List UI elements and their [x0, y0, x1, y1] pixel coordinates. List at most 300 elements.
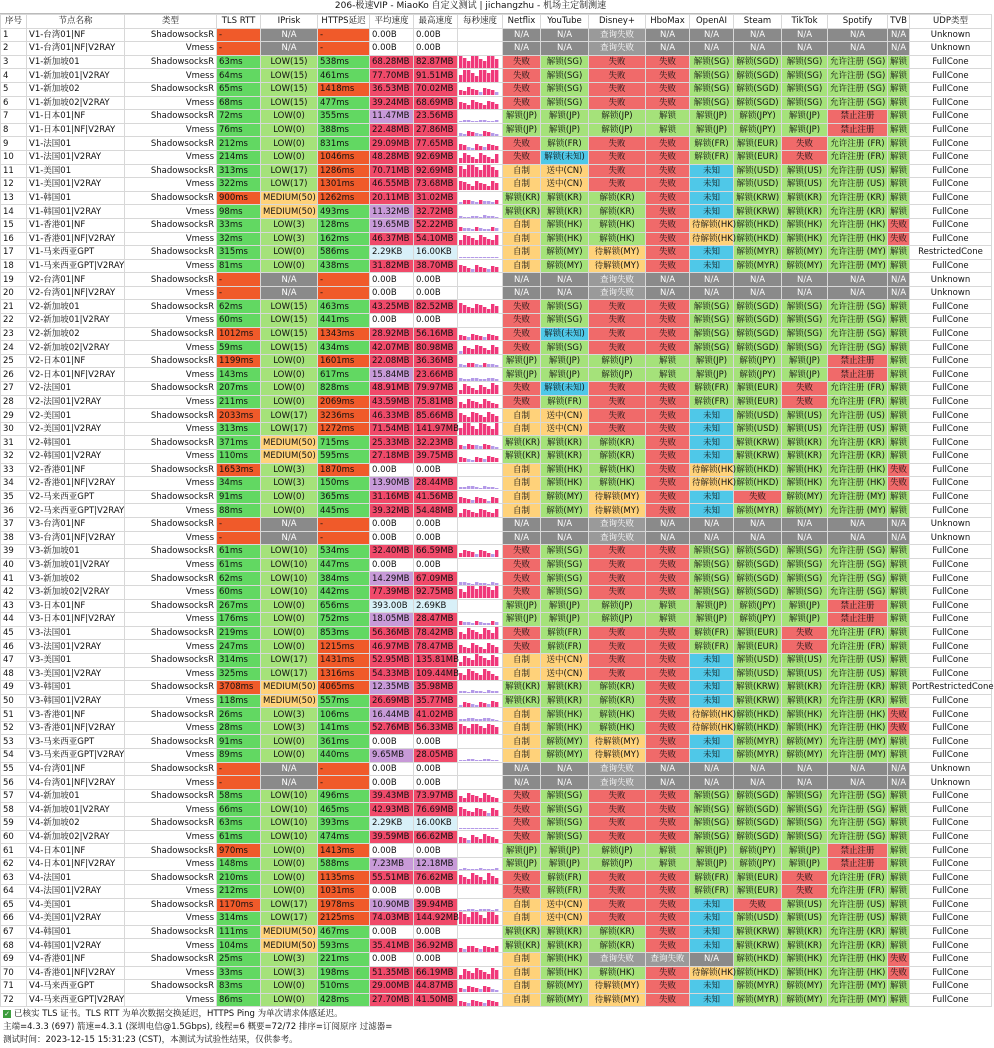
- udp-type: Unknown: [910, 273, 992, 287]
- tvb-status: 解锁: [888, 545, 910, 559]
- youtube-status: 解锁(KR): [541, 450, 589, 464]
- speed-bar: [483, 417, 486, 422]
- speed-bar: [475, 402, 478, 408]
- hbomax-status: 失败: [646, 980, 690, 994]
- speed-bar: [491, 497, 494, 503]
- avg-speed: 46.97MB: [370, 640, 414, 654]
- udp-type: FullCone: [910, 599, 992, 613]
- spotify-status: 允许注册 (SG): [828, 830, 888, 844]
- row-index: 34: [1, 477, 27, 491]
- spotify-status: 允许注册 (MY): [828, 259, 888, 273]
- avg-speed: 48.91MB: [370, 382, 414, 396]
- hbomax-status: 失败: [646, 96, 690, 110]
- youtube-status: 解锁(SG): [541, 341, 589, 355]
- speed-bar: [495, 458, 498, 462]
- youtube-status: 解锁(未知): [541, 382, 589, 396]
- https-latency: 434ms: [318, 341, 370, 355]
- speed-bar: [491, 912, 494, 924]
- node-name: V2-新加坡01: [27, 300, 125, 314]
- row-index: 56: [1, 776, 27, 790]
- https-latency: -: [318, 286, 370, 300]
- node-type: Vmess: [125, 749, 217, 763]
- disney-status: 解锁(HK): [589, 232, 646, 246]
- table-row: [1, 55, 992, 69]
- youtube-status: 解锁(未知): [541, 150, 589, 164]
- speed-bar: [491, 345, 494, 354]
- tiktok-status: N/A: [782, 517, 828, 531]
- row-index: 40: [1, 558, 27, 572]
- youtube-status: 解锁(HK): [541, 232, 589, 246]
- spotify-status: N/A: [828, 273, 888, 287]
- speed-bar: [479, 970, 482, 979]
- speed-bar: [483, 759, 486, 761]
- netflix-status: 失败: [503, 885, 541, 899]
- speed-bar: [483, 946, 486, 952]
- speed-bar: [467, 70, 470, 82]
- netflix-status: 失败: [503, 626, 541, 640]
- iprisk: LOW(3): [261, 218, 318, 232]
- udp-type: FullCone: [910, 898, 992, 912]
- speed-sparkline: [458, 300, 503, 314]
- speed-bar: [483, 444, 486, 449]
- speed-bar: [491, 383, 494, 394]
- netflix-status: 失败: [503, 830, 541, 844]
- iprisk: LOW(10): [261, 817, 318, 831]
- speed-sparkline: [458, 246, 503, 260]
- iprisk: LOW(0): [261, 857, 318, 871]
- spotify-status: 允许注册 (SG): [828, 82, 888, 96]
- speed-bar: [475, 133, 478, 136]
- openai-status: 未知: [690, 939, 734, 953]
- tls-rtt: 111ms: [217, 925, 261, 939]
- max-speed: 39.75MB: [414, 450, 458, 464]
- speed-bar: [471, 912, 474, 924]
- speed-bar: [491, 240, 494, 245]
- speed-bar: [487, 89, 490, 95]
- speed-bar: [483, 551, 486, 557]
- speed-bar: [475, 724, 478, 734]
- youtube-status: 解锁(MY): [541, 490, 589, 504]
- speed-bar: [491, 1001, 494, 1006]
- avg-speed: 39.24MB: [370, 96, 414, 110]
- openai-status: 解锁(SG): [690, 830, 734, 844]
- row-index: 3: [1, 55, 27, 69]
- speed-bar: [471, 100, 474, 109]
- tvb-status: 解锁: [888, 681, 910, 695]
- tls-rtt: 315ms: [217, 246, 261, 260]
- speed-bar: [495, 583, 498, 585]
- hbomax-status: 失败: [646, 993, 690, 1007]
- spotify-status: 允许注册 (FR): [828, 395, 888, 409]
- disney-status: 失败: [589, 640, 646, 654]
- speed-sparkline: [458, 844, 503, 858]
- speed-bar: [463, 120, 466, 122]
- table-row: [1, 123, 992, 137]
- youtube-status: 解锁(KR): [541, 925, 589, 939]
- disney-status: 失败: [589, 558, 646, 572]
- speed-sparkline: [458, 749, 503, 763]
- iprisk: MEDIUM(50): [261, 450, 318, 464]
- speed-bar: [467, 184, 470, 190]
- hbomax-status: 失败: [646, 789, 690, 803]
- speed-bar: [495, 183, 498, 190]
- https-latency: 442ms: [318, 585, 370, 599]
- speed-bar: [487, 836, 490, 843]
- steam-status: 解锁(SGD): [734, 55, 782, 69]
- youtube-status: 解锁(MY): [541, 980, 589, 994]
- speed-bar: [495, 878, 498, 884]
- max-speed: 0.00B: [414, 273, 458, 287]
- youtube-status: 解锁(HK): [541, 952, 589, 966]
- max-speed: 0.00B: [414, 517, 458, 531]
- iprisk: N/A: [261, 286, 318, 300]
- node-type: ShadowsocksR: [125, 164, 217, 178]
- youtube-status: 送中(CN): [541, 898, 589, 912]
- udp-type: FullCone: [910, 545, 992, 559]
- speed-bar: [475, 691, 478, 693]
- node-type: ShadowsocksR: [125, 300, 217, 314]
- speed-bar: [475, 988, 478, 992]
- speed-bar: [495, 228, 498, 231]
- youtube-status: 解锁(KR): [541, 205, 589, 219]
- avg-speed: 27.18MB: [370, 450, 414, 464]
- steam-status: 解锁(SGD): [734, 803, 782, 817]
- tiktok-status: 解锁(SG): [782, 803, 828, 817]
- table-row: [1, 694, 992, 708]
- tvb-status: 解锁: [888, 653, 910, 667]
- node-name: V4-美国01: [27, 898, 125, 912]
- page-title: 206-极速VIP - MiaoKo 自定义测试 | jichangzhu - 机场主定制测速: [0, 0, 941, 14]
- speed-bar: [479, 103, 482, 109]
- openai-status: 解锁(SG): [690, 300, 734, 314]
- speed-bar: [459, 378, 462, 381]
- speed-bar: [487, 553, 490, 557]
- speed-bar: [475, 582, 478, 585]
- table-header: [1, 15, 992, 29]
- avg-speed: 0.00B: [370, 42, 414, 56]
- spotify-status: 允许注册 (MY): [828, 735, 888, 749]
- node-name: V1-日本01|NF|V2RAY: [27, 123, 125, 137]
- hbomax-status: 失败: [646, 939, 690, 953]
- iprisk: LOW(0): [261, 885, 318, 899]
- steam-status: 解锁(EUR): [734, 640, 782, 654]
- speed-bar: [495, 235, 498, 245]
- speed-bar: [467, 155, 470, 163]
- speed-bar: [479, 719, 482, 721]
- tls-rtt: 64ms: [217, 69, 261, 83]
- footer: [0, 1007, 941, 1048]
- hbomax-status: 失败: [646, 803, 690, 817]
- openai-status: 未知: [690, 667, 734, 681]
- speed-bar: [475, 760, 478, 761]
- node-type: ShadowsocksR: [125, 517, 217, 531]
- iprisk: MEDIUM(50): [261, 191, 318, 205]
- speed-bar: [491, 876, 494, 884]
- udp-type: FullCone: [910, 966, 992, 980]
- youtube-status: 解锁(FR): [541, 885, 589, 899]
- openai-status: 解锁(SG): [690, 327, 734, 341]
- udp-type: FullCone: [910, 912, 992, 926]
- disney-status: 查询失败: [589, 531, 646, 545]
- node-name: V2-新加坡02|V2RAY: [27, 341, 125, 355]
- speed-bar: [467, 703, 470, 707]
- speed-bar: [483, 869, 486, 870]
- youtube-status: 解锁(SG): [541, 82, 589, 96]
- node-type: ShadowsocksR: [125, 246, 217, 260]
- youtube-status: 送中(CN): [541, 164, 589, 178]
- udp-type: FullCone: [910, 259, 992, 273]
- tiktok-status: N/A: [782, 762, 828, 776]
- tvb-status: 解锁: [888, 980, 910, 994]
- steam-status: 解锁(SGD): [734, 341, 782, 355]
- speed-bar: [471, 229, 474, 231]
- youtube-status: 解锁(HK): [541, 708, 589, 722]
- speed-bar: [483, 649, 486, 653]
- tiktok-status: 失败: [782, 137, 828, 151]
- speed-sparkline: [458, 694, 503, 708]
- max-speed: 16.00KB: [414, 246, 458, 260]
- speed-bar: [483, 459, 486, 462]
- https-latency: 461ms: [318, 69, 370, 83]
- hbomax-status: 失败: [646, 463, 690, 477]
- node-type: ShadowsocksR: [125, 545, 217, 559]
- node-name: V3-台湾01|NF: [27, 517, 125, 531]
- iprisk: MEDIUM(50): [261, 205, 318, 219]
- max-speed: 144.92MB: [414, 912, 458, 926]
- table-row: [1, 150, 992, 164]
- iprisk: LOW(0): [261, 395, 318, 409]
- node-type: Vmess: [125, 178, 217, 192]
- openai-status: 解锁(SG): [690, 96, 734, 110]
- tls-rtt: -: [217, 776, 261, 790]
- speed-bar: [479, 379, 482, 381]
- speed-bar: [491, 828, 494, 829]
- avg-speed: 0.00B: [370, 844, 414, 858]
- netflix-status: N/A: [503, 776, 541, 790]
- max-speed: 92.69MB: [414, 150, 458, 164]
- https-latency: 463ms: [318, 300, 370, 314]
- speed-bar: [483, 348, 486, 354]
- udp-type: Unknown: [910, 286, 992, 300]
- row-index: 47: [1, 653, 27, 667]
- youtube-status: 解锁(SG): [541, 789, 589, 803]
- row-index: 64: [1, 885, 27, 899]
- iprisk: LOW(15): [261, 96, 318, 110]
- iprisk: MEDIUM(50): [261, 681, 318, 695]
- row-index: 41: [1, 572, 27, 586]
- row-index: 55: [1, 762, 27, 776]
- tvb-status: 解锁: [888, 354, 910, 368]
- table-row: [1, 830, 992, 844]
- udp-type: FullCone: [910, 178, 992, 192]
- speed-bar: [479, 404, 482, 408]
- disney-status: 查询失败: [589, 286, 646, 300]
- netflix-status: 失败: [503, 871, 541, 885]
- https-latency: 355ms: [318, 110, 370, 124]
- speed-bar: [471, 257, 474, 258]
- udp-type: FullCone: [910, 980, 992, 994]
- speed-bar: [471, 795, 474, 802]
- tls-rtt: 60ms: [217, 585, 261, 599]
- youtube-status: N/A: [541, 28, 589, 42]
- tvb-status: 解锁: [888, 490, 910, 504]
- iprisk: LOW(0): [261, 993, 318, 1007]
- speed-bar: [483, 909, 486, 911]
- node-type: Vmess: [125, 477, 217, 491]
- node-type: Vmess: [125, 259, 217, 273]
- steam-status: N/A: [734, 517, 782, 531]
- udp-type: FullCone: [910, 300, 992, 314]
- node-type: Vmess: [125, 395, 217, 409]
- table-row: [1, 599, 992, 613]
- speed-bar: [459, 760, 462, 761]
- speed-bar: [487, 121, 490, 122]
- table-row: [1, 314, 992, 328]
- speed-bar: [463, 498, 466, 503]
- spotify-status: 允许注册 (MY): [828, 980, 888, 994]
- speed-bar: [487, 660, 490, 666]
- max-speed: 91.51MB: [414, 69, 458, 83]
- tvb-status: 解锁: [888, 314, 910, 328]
- hbomax-status: 失败: [646, 422, 690, 436]
- speed-bar: [471, 973, 474, 979]
- row-index: 71: [1, 980, 27, 994]
- openai-status: 未知: [690, 504, 734, 518]
- speed-bar: [463, 914, 466, 924]
- speed-bar: [479, 488, 482, 489]
- steam-status: 失败: [734, 898, 782, 912]
- row-index: 45: [1, 626, 27, 640]
- speed-bar: [475, 554, 478, 557]
- udp-type: FullCone: [910, 368, 992, 382]
- disney-status: 解锁(KR): [589, 450, 646, 464]
- speed-bar: [467, 363, 470, 367]
- tls-rtt: 267ms: [217, 599, 261, 613]
- table-row: [1, 844, 992, 858]
- iprisk: N/A: [261, 273, 318, 287]
- speed-sparkline: [458, 490, 503, 504]
- speed-bar: [495, 447, 498, 449]
- speed-bar: [495, 1002, 498, 1006]
- speed-bar: [463, 58, 466, 68]
- tls-rtt: 371ms: [217, 436, 261, 450]
- node-type: ShadowsocksR: [125, 653, 217, 667]
- avg-speed: 20.11MB: [370, 191, 414, 205]
- netflix-status: 自制: [503, 653, 541, 667]
- speed-bar: [491, 446, 494, 449]
- disney-status: 解锁(HK): [589, 477, 646, 491]
- speed-bar: [467, 399, 470, 408]
- disney-status: 失败: [589, 885, 646, 899]
- speed-bar: [459, 202, 462, 204]
- speed-bar: [495, 498, 498, 503]
- tvb-status: 解锁: [888, 82, 910, 96]
- https-latency: 828ms: [318, 382, 370, 396]
- netflix-status: 解锁(KR): [503, 191, 541, 205]
- speed-bar: [491, 167, 494, 177]
- udp-type: FullCone: [910, 803, 992, 817]
- tls-rtt: 2033ms: [217, 409, 261, 423]
- table-row: [1, 273, 992, 287]
- node-name: V3-台湾01|NF|V2RAY: [27, 531, 125, 545]
- table-row: [1, 640, 992, 654]
- speed-bar: [459, 632, 462, 639]
- table-row: [1, 912, 992, 926]
- speed-sparkline: [458, 653, 503, 667]
- speed-bar: [467, 986, 470, 992]
- youtube-status: 送中(CN): [541, 667, 589, 681]
- table-row: [1, 69, 992, 83]
- avg-speed: 0.00B: [370, 314, 414, 328]
- udp-type: FullCone: [910, 436, 992, 450]
- https-latency: 1418ms: [318, 82, 370, 96]
- table-row: [1, 531, 992, 545]
- hbomax-status: 失败: [646, 259, 690, 273]
- speed-bar: [463, 103, 466, 109]
- youtube-status: 解锁(MY): [541, 504, 589, 518]
- speed-bar: [479, 346, 482, 354]
- node-name: V2-台湾01|NF|V2RAY: [27, 286, 125, 300]
- netflix-status: 自制: [503, 952, 541, 966]
- tvb-status: 解锁: [888, 558, 910, 572]
- max-speed: 141.97MB: [414, 422, 458, 436]
- disney-status: 解锁(HK): [589, 218, 646, 232]
- iprisk: LOW(0): [261, 137, 318, 151]
- https-latency: 588ms: [318, 857, 370, 871]
- avg-speed: 35.41MB: [370, 939, 414, 953]
- avg-speed: 51.35MB: [370, 966, 414, 980]
- tvb-status: 解锁: [888, 368, 910, 382]
- iprisk: LOW(17): [261, 653, 318, 667]
- spotify-status: 允许注册 (SG): [828, 300, 888, 314]
- udp-type: FullCone: [910, 354, 992, 368]
- speed-bar: [483, 379, 486, 381]
- column-header: 最高速度: [414, 15, 458, 29]
- youtube-status: 解锁(FR): [541, 626, 589, 640]
- iprisk: LOW(0): [261, 844, 318, 858]
- speed-sparkline: [458, 259, 503, 273]
- row-index: 18: [1, 259, 27, 273]
- node-name: V3-新加坡01: [27, 545, 125, 559]
- speed-bar: [495, 404, 498, 408]
- udp-type: FullCone: [910, 422, 992, 436]
- speed-bar: [491, 102, 494, 109]
- iprisk: LOW(0): [261, 735, 318, 749]
- steam-status: 解锁(HKD): [734, 721, 782, 735]
- iprisk: LOW(10): [261, 803, 318, 817]
- hbomax-status: 解锁: [646, 123, 690, 137]
- disney-status: 查询失败: [589, 776, 646, 790]
- spotify-status: 允许注册 (HK): [828, 952, 888, 966]
- speed-sparkline: [458, 191, 503, 205]
- speed-bar: [487, 73, 490, 82]
- node-name: V3-日本01|NF|V2RAY: [27, 613, 125, 627]
- tls-rtt: 60ms: [217, 314, 261, 328]
- node-name: V3-法国01|V2RAY: [27, 640, 125, 654]
- netflix-status: 解锁(KR): [503, 694, 541, 708]
- speed-bar: [459, 75, 462, 82]
- speed-bar: [495, 509, 498, 517]
- https-latency: 1262ms: [318, 191, 370, 205]
- youtube-status: 解锁(KR): [541, 939, 589, 953]
- speed-bar: [459, 257, 462, 258]
- tvb-status: 解锁: [888, 246, 910, 260]
- avg-speed: 46.37MB: [370, 232, 414, 246]
- tiktok-status: 解锁(SG): [782, 314, 828, 328]
- table-row: [1, 626, 992, 640]
- tls-rtt: -: [217, 286, 261, 300]
- speed-bar: [471, 165, 474, 177]
